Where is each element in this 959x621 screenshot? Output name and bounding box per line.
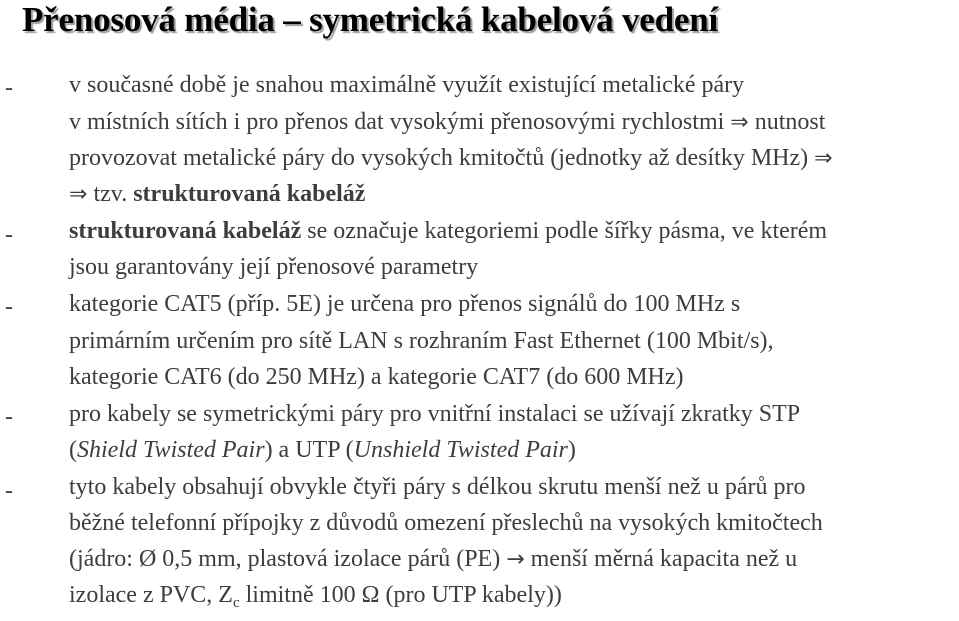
bullet-5-line-2: běžné telefonní přípojky z důvodů omezení přeslechů na vysokých kmitočtech — [69, 510, 823, 536]
bullet-5-line-4: izolace z PVC, $Z_c$ limitně 100 Ω (pro UTP kabely)) — [69, 582, 562, 611]
bullet-3-line-3: kategorie CAT6 (do 250 MHz) a kategorie CAT7 (do 600 MHz) — [69, 364, 684, 390]
bullet-dash: - — [5, 404, 13, 430]
bullet-3-line-2: primárním určením pro sítě LAN s rozhraním Fast Ethernet (100 Mbit/s), — [69, 328, 774, 354]
bullet-1-line-1: v současné době je snahou maximálně využít existující metalické páry — [69, 72, 745, 98]
implies-arrow-icon: ⇒ — [69, 182, 88, 207]
bullet-5-line-3: (jádro: Ø 0,5 mm, plastová izolace párů (PE) → menší měrná kapacita než u — [69, 546, 798, 572]
bullet-5-line-1: tyto kabely obsahují obvykle čtyři páry s délkou skrutu menší než u párů pro — [69, 474, 806, 500]
bullet-3-line-1: kategorie CAT5 (příp. 5E) je určena pro přenos signálů do 100 MHz s — [69, 291, 741, 317]
bullet-dash: - — [5, 75, 13, 101]
bullet-1-line-4: ⇒ tzv. strukturovaná kabeláž — [69, 181, 366, 207]
bullet-2-line-2: jsou garantovány její přenosové parametry — [69, 254, 479, 280]
bullet-2-line-1: strukturovaná kabeláž se označuje kategoriemi podle šířky pásma, ve kterém — [69, 218, 828, 244]
implies-arrow-icon: ⇒ — [814, 146, 833, 171]
bullet-1-line-3: provozovat metalické páry do vysokých kmitočtů (jednotky až desítky MHz) ⇒ — [69, 145, 833, 171]
right-arrow-icon: → — [506, 547, 525, 572]
slide-title: Přenosová média – symetrická kabelová vedení — [22, 0, 719, 39]
bullet-1-line-2: v místních sítích i pro přenos dat vysokými přenosovými rychlostmi ⇒ nutnost — [69, 109, 826, 135]
bullet-4-line-2: (Shield Twisted Pair) a UTP (Unshield Twisted Pair) — [69, 437, 576, 463]
implies-arrow-icon: ⇒ — [730, 110, 749, 135]
bullet-dash: - — [5, 478, 13, 504]
bullet-dash: - — [5, 294, 13, 320]
bullet-4-line-1: pro kabely se symetrickými páry pro vnitřní instalaci se užívají zkratky STP — [69, 401, 801, 427]
bullet-dash: - — [5, 222, 13, 248]
